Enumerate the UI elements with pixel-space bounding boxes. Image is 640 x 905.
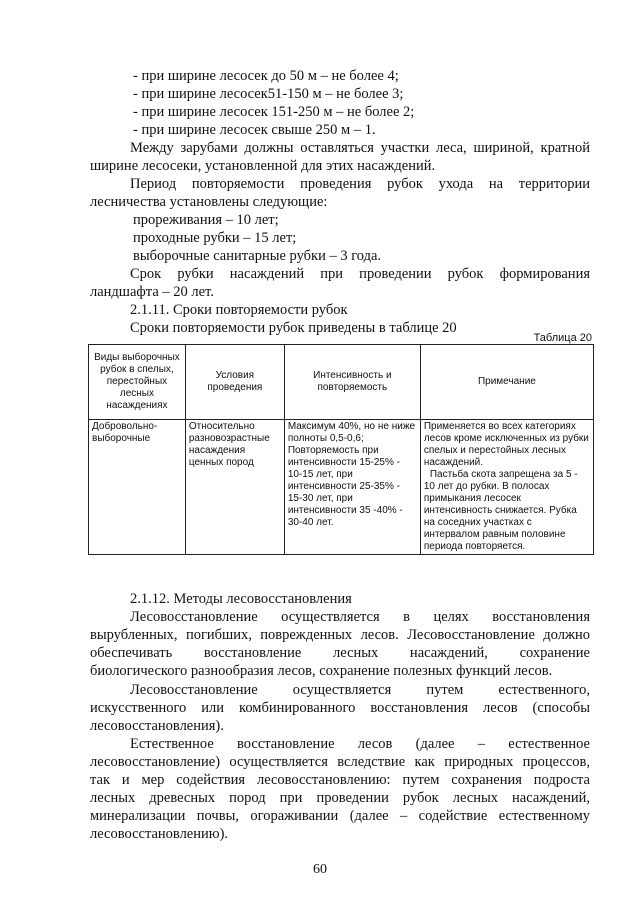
paragraph-line: искусственного или комбинированного восстановления лесов (способы [90,700,590,716]
table-header: Интенсивность и повторяемость [284,345,420,420]
list-item: прореживания – 10 лет; [133,212,279,228]
paragraph-line: ландшафта – 20 лет. [90,284,214,300]
list-item: выборочные санитарные рубки – 3 года. [133,248,382,264]
note-text: Пастьба скота запрещена за 5 - 10 лет до рубки. В полосах примыкания лесосек интенсивность снижается. Рубка на соседних участках с интервалом равным половине периода повторяется. [423,469,578,552]
paragraph-line: так и мер содействия лесовосстановлению: путем сохранения подроста [90,772,590,788]
paragraph-line: Лесовосстановление осуществляется путем естественного, [130,682,590,698]
section-heading: 2.1.11. Сроки повторяемости рубок [130,302,348,318]
paragraph-line: ширине лесосеки, установленной для этих насаждений. [90,158,436,174]
list-item: - при ширине лесосек до 50 м – не более 4; [133,68,399,84]
section-heading: 2.1.12. Методы лесовосстановления [130,591,352,607]
paragraph-line: лесных древесных пород при проведении рубок лесных насаждений, [90,790,590,806]
paragraph-line: Естественное восстановление лесов (далее – естественное [130,736,590,752]
table-cell-conditions: Относительно разновозрастные насаждения ценных пород [185,420,284,555]
paragraph-line: Период повторяемости проведения рубок ухода на территории [130,176,590,192]
table-caption: Таблица 20 [533,332,592,344]
list-item: - при ширине лесосек 151-250 м – не более 2; [133,104,415,120]
paragraph-line: лесовосстановления). [90,718,224,734]
paragraph-line: Между зарубами должны оставляться участки леса, шириной, кратной [130,140,590,156]
table-cell-type: Добровольно-выборочные [89,420,186,555]
list-item: проходные рубки – 15 лет; [133,230,297,246]
paragraph-line: минерализации почвы, огораживании (далее – содействие естественному [90,808,590,824]
paragraph-line: Срок рубки насаждений при проведении рубок формирования [130,266,590,282]
table-header: Условия проведения [185,345,284,420]
paragraph-line: лесничества установлены следующие: [90,194,328,210]
page-number: 60 [313,862,327,877]
table-cell-note [420,420,593,555]
paragraph-line: биологического разнообразия лесов, сохранение полезных функций лесов. [90,663,553,679]
table-cell-intensity: Максимум 40%, но не ниже полноты 0,5-0,6; Повторяемость при интенсивности 15-25% - 10-15 лет, при интенсивности 25-35% - 15-30 лет, при интенсивности 35 -40% - 30-40 лет. [284,420,420,555]
paragraph-line: вырубленных, погибших, поврежденных лесов. Лесовосстановление должно [90,627,590,643]
table-header: Примечание [420,345,593,420]
list-item: - при ширине лесосек51-150 м – не более 3; [133,86,404,102]
table-intro: Сроки повторяемости рубок приведены в таблице 20 [130,320,457,336]
paragraph-line: обеспечивать восстановление лесных насаждений, сохранение [90,645,590,661]
paragraph-line: Лесовосстановление осуществляется в целях восстановления [130,609,590,625]
paragraph-line: лесовосстановление) осуществляется вследствие как природных процессов, [90,754,590,770]
paragraph-line: лесовосстановлению). [90,826,229,842]
table-header: Виды выборочных рубок в спелых, перестойных лесных насаждениях [89,345,186,420]
table-row [89,420,594,555]
table-header-row [89,345,594,420]
repeat-period-table [88,344,594,555]
list-item: - при ширине лесосек свыше 250 м – 1. [133,122,376,138]
note-text: Применяется во всех категориях лесов кроме исключенных из рубки спелых и перестойных лесных насаждений. [423,421,589,468]
